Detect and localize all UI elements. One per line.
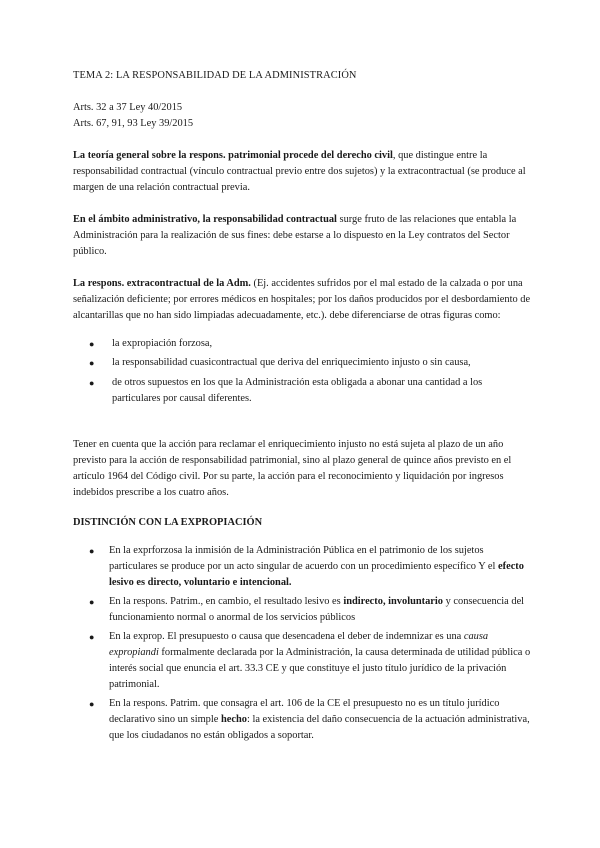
list-item-text: En la respons. Patrim. que consagra el art. 106 de la CE el presupuesto no es un título jurídico declarativo sino un simple — [109, 698, 500, 725]
bullet-icon: ● — [89, 597, 95, 607]
bold-text: La teoría general sobre la respons. patrimonial procede del derecho civil — [73, 150, 393, 161]
list-item-text: la responsabilidad cuasicontractual que deriva del enriquecimiento injusto o sin causa, — [112, 357, 471, 368]
reference-line: Arts. 32 a 37 Ley 40/2015 — [73, 102, 183, 113]
list-item — [73, 543, 533, 591]
bold-text: En el ámbito administrativo, la responsabilidad contractual — [73, 214, 337, 225]
bold-text: efecto lesivo es directo, voluntario e intencional. — [109, 561, 524, 588]
document-title: TEMA 2: LA RESPONSABILIDAD DE LA ADMINISTRACIÓN — [73, 70, 357, 81]
bullet-icon: ● — [89, 546, 95, 556]
list-item — [73, 629, 533, 693]
bullet-icon: ● — [89, 339, 95, 349]
document-page — [73, 68, 533, 760]
list-item — [73, 594, 533, 626]
list-item — [73, 375, 533, 407]
list-item — [73, 696, 533, 744]
list-item-text: En la exprforzosa la inmisión de la Administración Pública en el patrimonio de los sujetos particulares se produce por un acto singular de acuerdo con un procedimiento específico Y el — [109, 545, 499, 572]
paragraph-text: , que distingue entre la responsabilidad contractual (vínculo contractual previo entre dos sujetos) y la extracontractual (se produce al margen de una relación contractual previa. — [73, 150, 526, 193]
figures-list — [73, 336, 533, 407]
list-item-text: En la respons. Patrim., en cambio, el resultado lesivo es — [109, 596, 344, 607]
legal-references — [73, 100, 533, 132]
bullet-icon: ● — [89, 358, 95, 368]
list-item-text: la expropiación forzosa, — [112, 338, 213, 349]
bullet-icon: ● — [89, 378, 95, 388]
bold-text: indirecto, involuntario — [343, 596, 443, 607]
list-item — [73, 355, 533, 371]
list-item-text: formalmente declarada por la Administración, la causa determinada de utilidad pública o interés social que enuncia el art. 33.3 CE y que constituye el justo título jurídico de la privación patrimonial. — [109, 647, 531, 690]
paragraph-enrichment-note: Tener en cuenta que la acción para reclamar el enriquecimiento injusto no está sujeta al plazo de un año previsto para la acción de responsabilidad patrimonial, sino al plazo general de quince años previsto en el artículo 1964 del Código civil. Por su parte, la acción para el reconocimiento y liquidación por ingresos indebidos prescribe a los cuatro años. — [73, 439, 512, 498]
bold-text: hecho — [220, 714, 247, 725]
paragraph-text: (Ej. accidentes sufridos por el mal estado de la calzada o por una señalización deficiente; por errores médicos en hospitales; por los daños producidos por el desbordamiento de alcantarillas que no han sido limpiadas adecuadamente, etc.). debe diferenciarse de otras figuras como: — [73, 278, 531, 321]
list-item-text: y consecuencia del funcionamiento normal o anormal de los servicios públicos — [109, 596, 525, 623]
italic-text: causa expropiandi — [109, 631, 489, 658]
paragraph-administrative-scope — [73, 212, 533, 260]
list-item-text: En la exprop. El presupuesto o causa que desencadena el deber de indemnizar es una — [109, 631, 464, 642]
bold-text: La respons. extracontractual de la Adm. — [73, 278, 251, 289]
distinction-list — [73, 543, 533, 744]
paragraph-text: surge fruto de las relaciones que entabla la Administración para la realización de sus fines: debe estarse a lo dispuesto en la Ley contratos del Sector público. — [73, 214, 517, 257]
list-item-text: de otros supuestos en los que la Administración esta obligada a abonar una cantidad a los particulares por causal diferentes. — [112, 377, 483, 404]
list-item — [73, 336, 533, 352]
bullet-icon: ● — [89, 699, 95, 709]
paragraph-extracontractual — [73, 276, 533, 324]
paragraph-general-theory — [73, 148, 533, 196]
bullet-icon: ● — [89, 632, 95, 642]
reference-line: Arts. 67, 91, 93 Ley 39/2015 — [73, 118, 194, 129]
section-heading: DISTINCIÓN CON LA EXPROPIACIÓN — [73, 517, 263, 528]
list-item-text: : la existencia del daño consecuencia de la actuación administrativa, que los ciudadanos no están obligados a soportar. — [109, 714, 530, 741]
